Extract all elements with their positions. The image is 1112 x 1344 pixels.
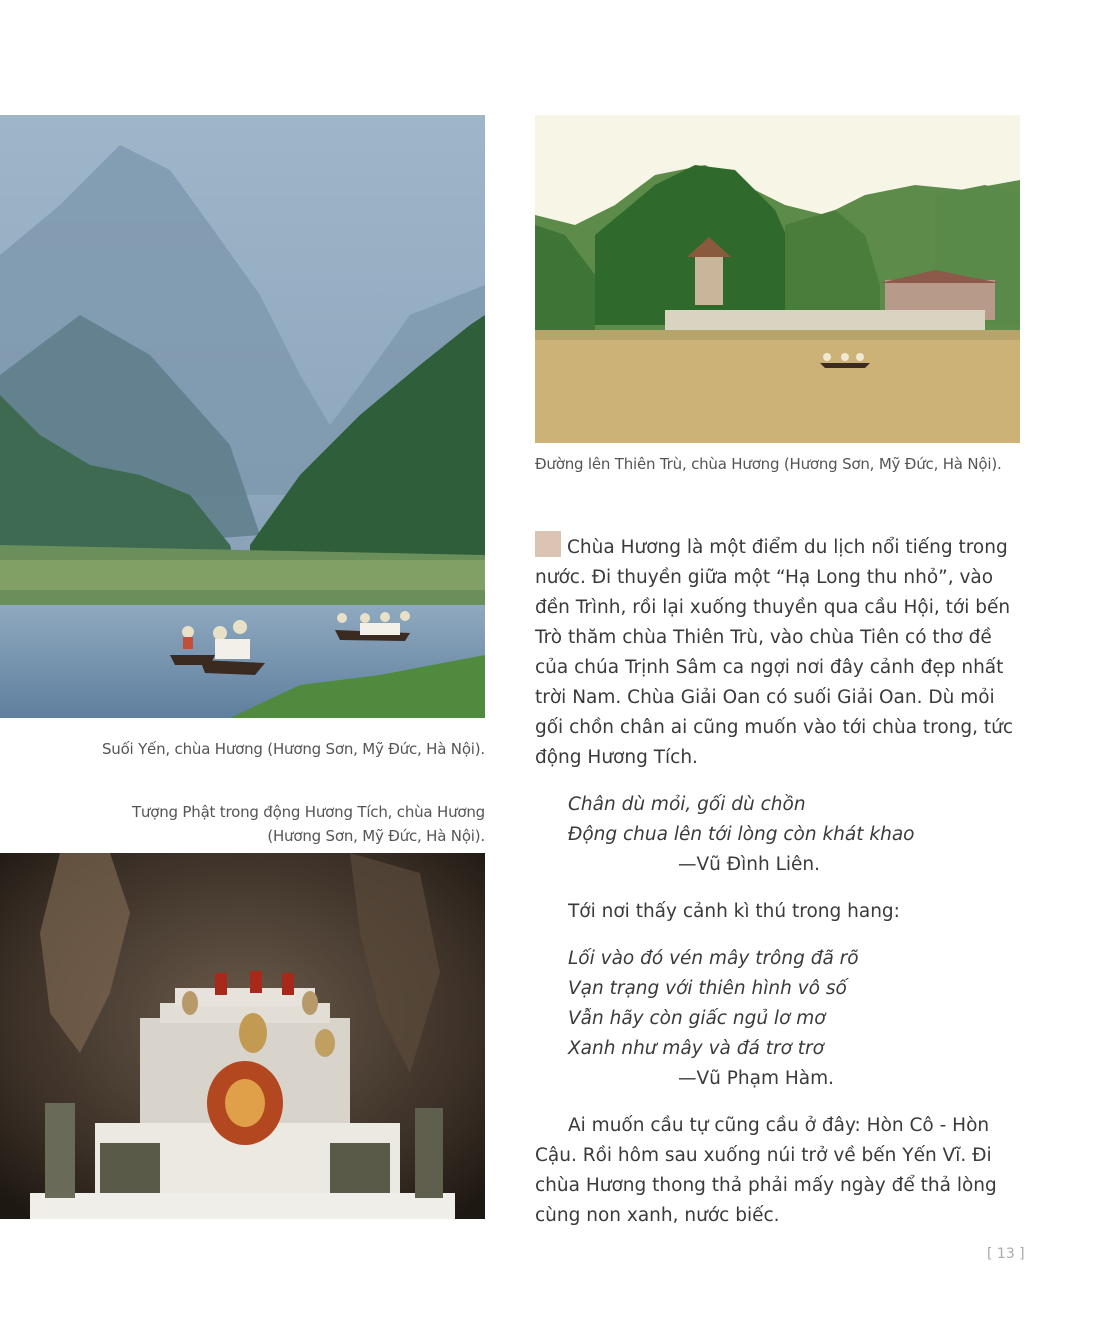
photo-suoi-yen (0, 115, 485, 718)
page-number: [ 13 ] (987, 1246, 1025, 1262)
photo-tuong-phat (0, 853, 485, 1219)
poem1-line1: Chân dù mỏi, gối dù chồn (568, 794, 806, 815)
para1-line4: Trò thăm chùa Thiên Trù, vào chùa Tiên có thơ đề (535, 627, 992, 648)
caption-tuong-phat-line2: (Hương Sơn, Mỹ Đức, Hà Nội). (267, 827, 485, 845)
para3-line4: cùng non xanh, nước biếc. (535, 1205, 780, 1226)
para1-line7: gối chồn chân ai cũng muốn vào tới chùa trong, tức (535, 717, 1014, 738)
caption-thien-tru: Đường lên Thiên Trù, chùa Hương (Hương Sơn, Mỹ Đức, Hà Nội). (535, 455, 1002, 473)
paragraph-1 (535, 531, 1025, 773)
para1-line2: nước. Đi thuyền giữa một “Hạ Long thu nhỏ”, vào (535, 567, 994, 588)
poem1-line2: Động chua lên tới lòng còn khát khao (568, 824, 915, 845)
para1-line5: của chúa Trịnh Sâm ca ngợi nơi đây cảnh đẹp nhất (535, 657, 1004, 678)
poem-1 (535, 790, 1025, 850)
para3-line3: chùa Hương thong thả phải mấy ngày để thả lòng (535, 1175, 997, 1196)
photo-thien-tru (535, 115, 1020, 443)
poem1-author: —Vũ Đình Liên. (678, 854, 821, 875)
poem2-author: —Vũ Phạm Hàm. (678, 1068, 835, 1089)
para3-line1: Ai muốn cầu tự cũng cầu ở đây: Hòn Cô - Hòn (568, 1115, 990, 1136)
poem2-line4: Xanh như mây và đá trơ trơ (568, 1038, 824, 1059)
caption-suoi-yen: Suối Yến, chùa Hương (Hương Sơn, Mỹ Đức, Hà Nội). (101, 740, 485, 758)
caption-tuong-phat (0, 800, 485, 848)
para1-line1: Chùa Hương là một điểm du lịch nổi tiếng trong (567, 537, 1008, 558)
para3-line2: Cậu. Rồi hôm sau xuống núi trở về bến Yến Vĩ. Đi (535, 1145, 992, 1166)
para1-line8: động Hương Tích. (535, 747, 698, 768)
para1-line3: đền Trình, rồi lại xuống thuyền qua cầu Hội, tới bến (535, 597, 1011, 618)
caption-tuong-phat-line1: Tượng Phật trong động Hương Tích, chùa Hương (131, 803, 485, 821)
poem2-line2: Vạn trạng với thiên hình vô số (568, 978, 847, 999)
poem-2 (535, 944, 1025, 1064)
article-body (535, 531, 1025, 1231)
poem2-line1: Lối vào đó vén mây trông đã rõ (568, 948, 859, 969)
paragraph-marker (535, 531, 561, 557)
para1-line6: trời Nam. Chùa Giải Oan có suối Giải Oan. Dù mỏi (535, 687, 995, 708)
paragraph-3 (535, 1111, 1025, 1231)
paragraph-2: Tới nơi thấy cảnh kì thú trong hang: (568, 901, 900, 922)
poem2-line3: Vẫn hãy còn giấc ngủ lơ mơ (568, 1008, 826, 1029)
